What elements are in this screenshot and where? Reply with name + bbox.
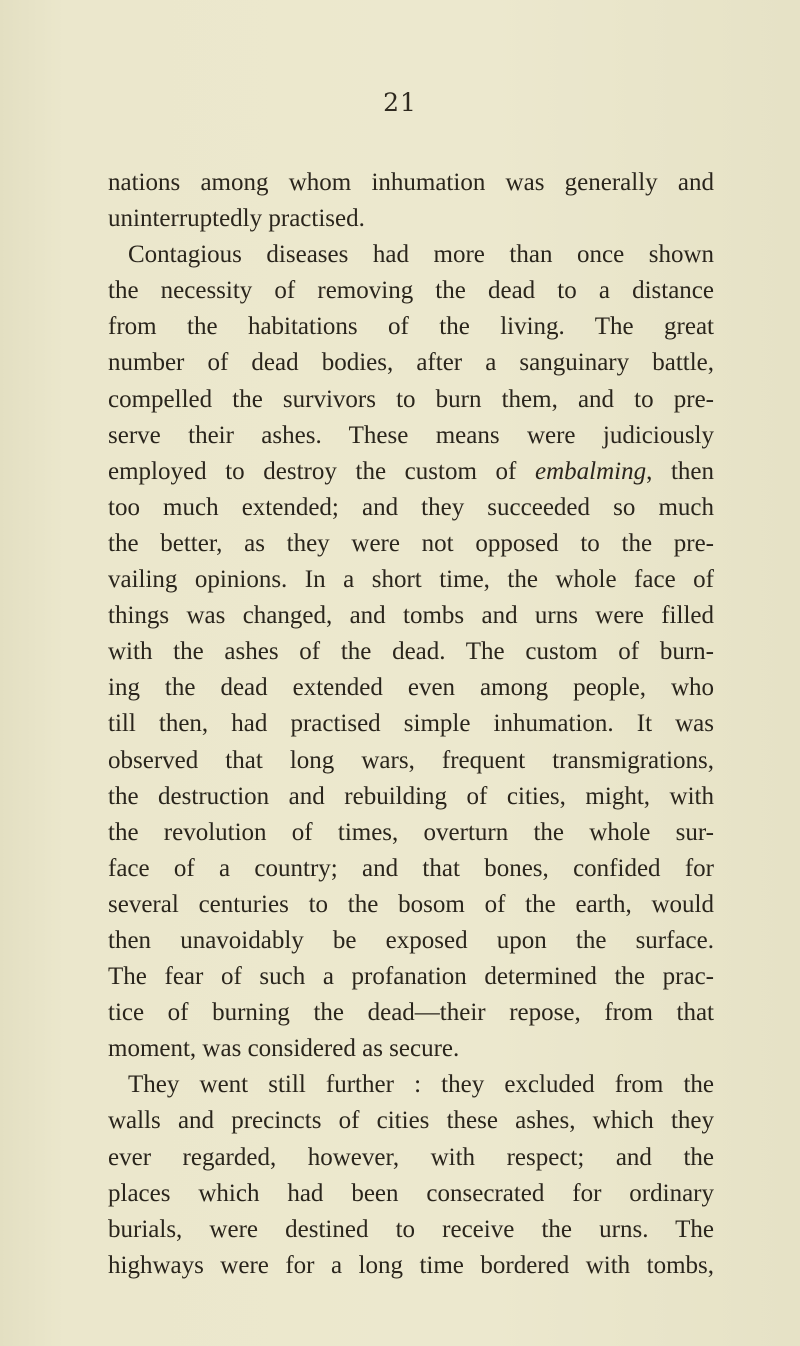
body-text [108, 165, 714, 1284]
text-line: Contagious diseases had more than once shown [128, 241, 714, 269]
text-line: burials, were destined to receive the urns. The [108, 1215, 714, 1243]
text-line: observed that long wars, frequent transmigrations, [108, 746, 714, 774]
text-line: vailing opinions. In a short time, the whole face of [108, 566, 714, 594]
text-line: nations among whom inhumation was generally and [108, 169, 714, 196]
text-line: tice of burning the dead—their repose, from that [108, 999, 714, 1027]
text-line: things was changed, and tombs and urns were filled [108, 602, 714, 630]
text-line [108, 454, 714, 490]
text-line: They went still further : they excluded from the [128, 1071, 714, 1099]
text-line: moment, was considered as secure. [108, 1035, 460, 1063]
text-line: the necessity of removing the dead to a distance [108, 277, 714, 305]
text-line: from the habitations of the living. The great [108, 313, 714, 341]
text-line: number of dead bodies, after a sanguinary battle, [108, 349, 714, 377]
italic-word: embalming [534, 457, 647, 485]
text-line: with the ashes of the dead. The custom of burn- [108, 638, 714, 666]
text-line: the revolution of times, overturn the whole sur- [108, 818, 714, 846]
text-line: ever regarded, however, with respect; and the [108, 1143, 714, 1171]
text-line: several centuries to the bosom of the earth, would [108, 890, 714, 918]
text-line: The fear of such a profanation determined the prac- [108, 963, 714, 991]
text-line: places which had been consecrated for ordinary [108, 1179, 714, 1207]
text-segment: employed to destroy the custom of [108, 457, 535, 485]
page-number: 21 [383, 88, 417, 117]
text-line: the better, as they were not opposed to the pre- [108, 529, 714, 557]
text-line: face of a country; and that bones, confided for [108, 854, 714, 882]
text-line: uninterruptedly practised. [108, 205, 365, 233]
text-line: walls and precincts of cities these ashes, which they [108, 1107, 714, 1135]
text-segment: , then [646, 457, 714, 485]
text-line: the destruction and rebuilding of cities, might, with [108, 782, 714, 810]
text-line: then unavoidably be exposed upon the surface. [108, 926, 714, 954]
text-line: too much extended; and they succeeded so much [108, 493, 714, 521]
text-line: ing the dead extended even among people, who [108, 674, 714, 702]
text-line: till then, had practised simple inhumation. It was [108, 710, 714, 738]
text-line: serve their ashes. These means were judiciously [108, 421, 714, 449]
text-line: compelled the survivors to burn them, and to pre- [108, 385, 714, 413]
text-line: highways were for a long time bordered with tombs, [108, 1251, 714, 1279]
